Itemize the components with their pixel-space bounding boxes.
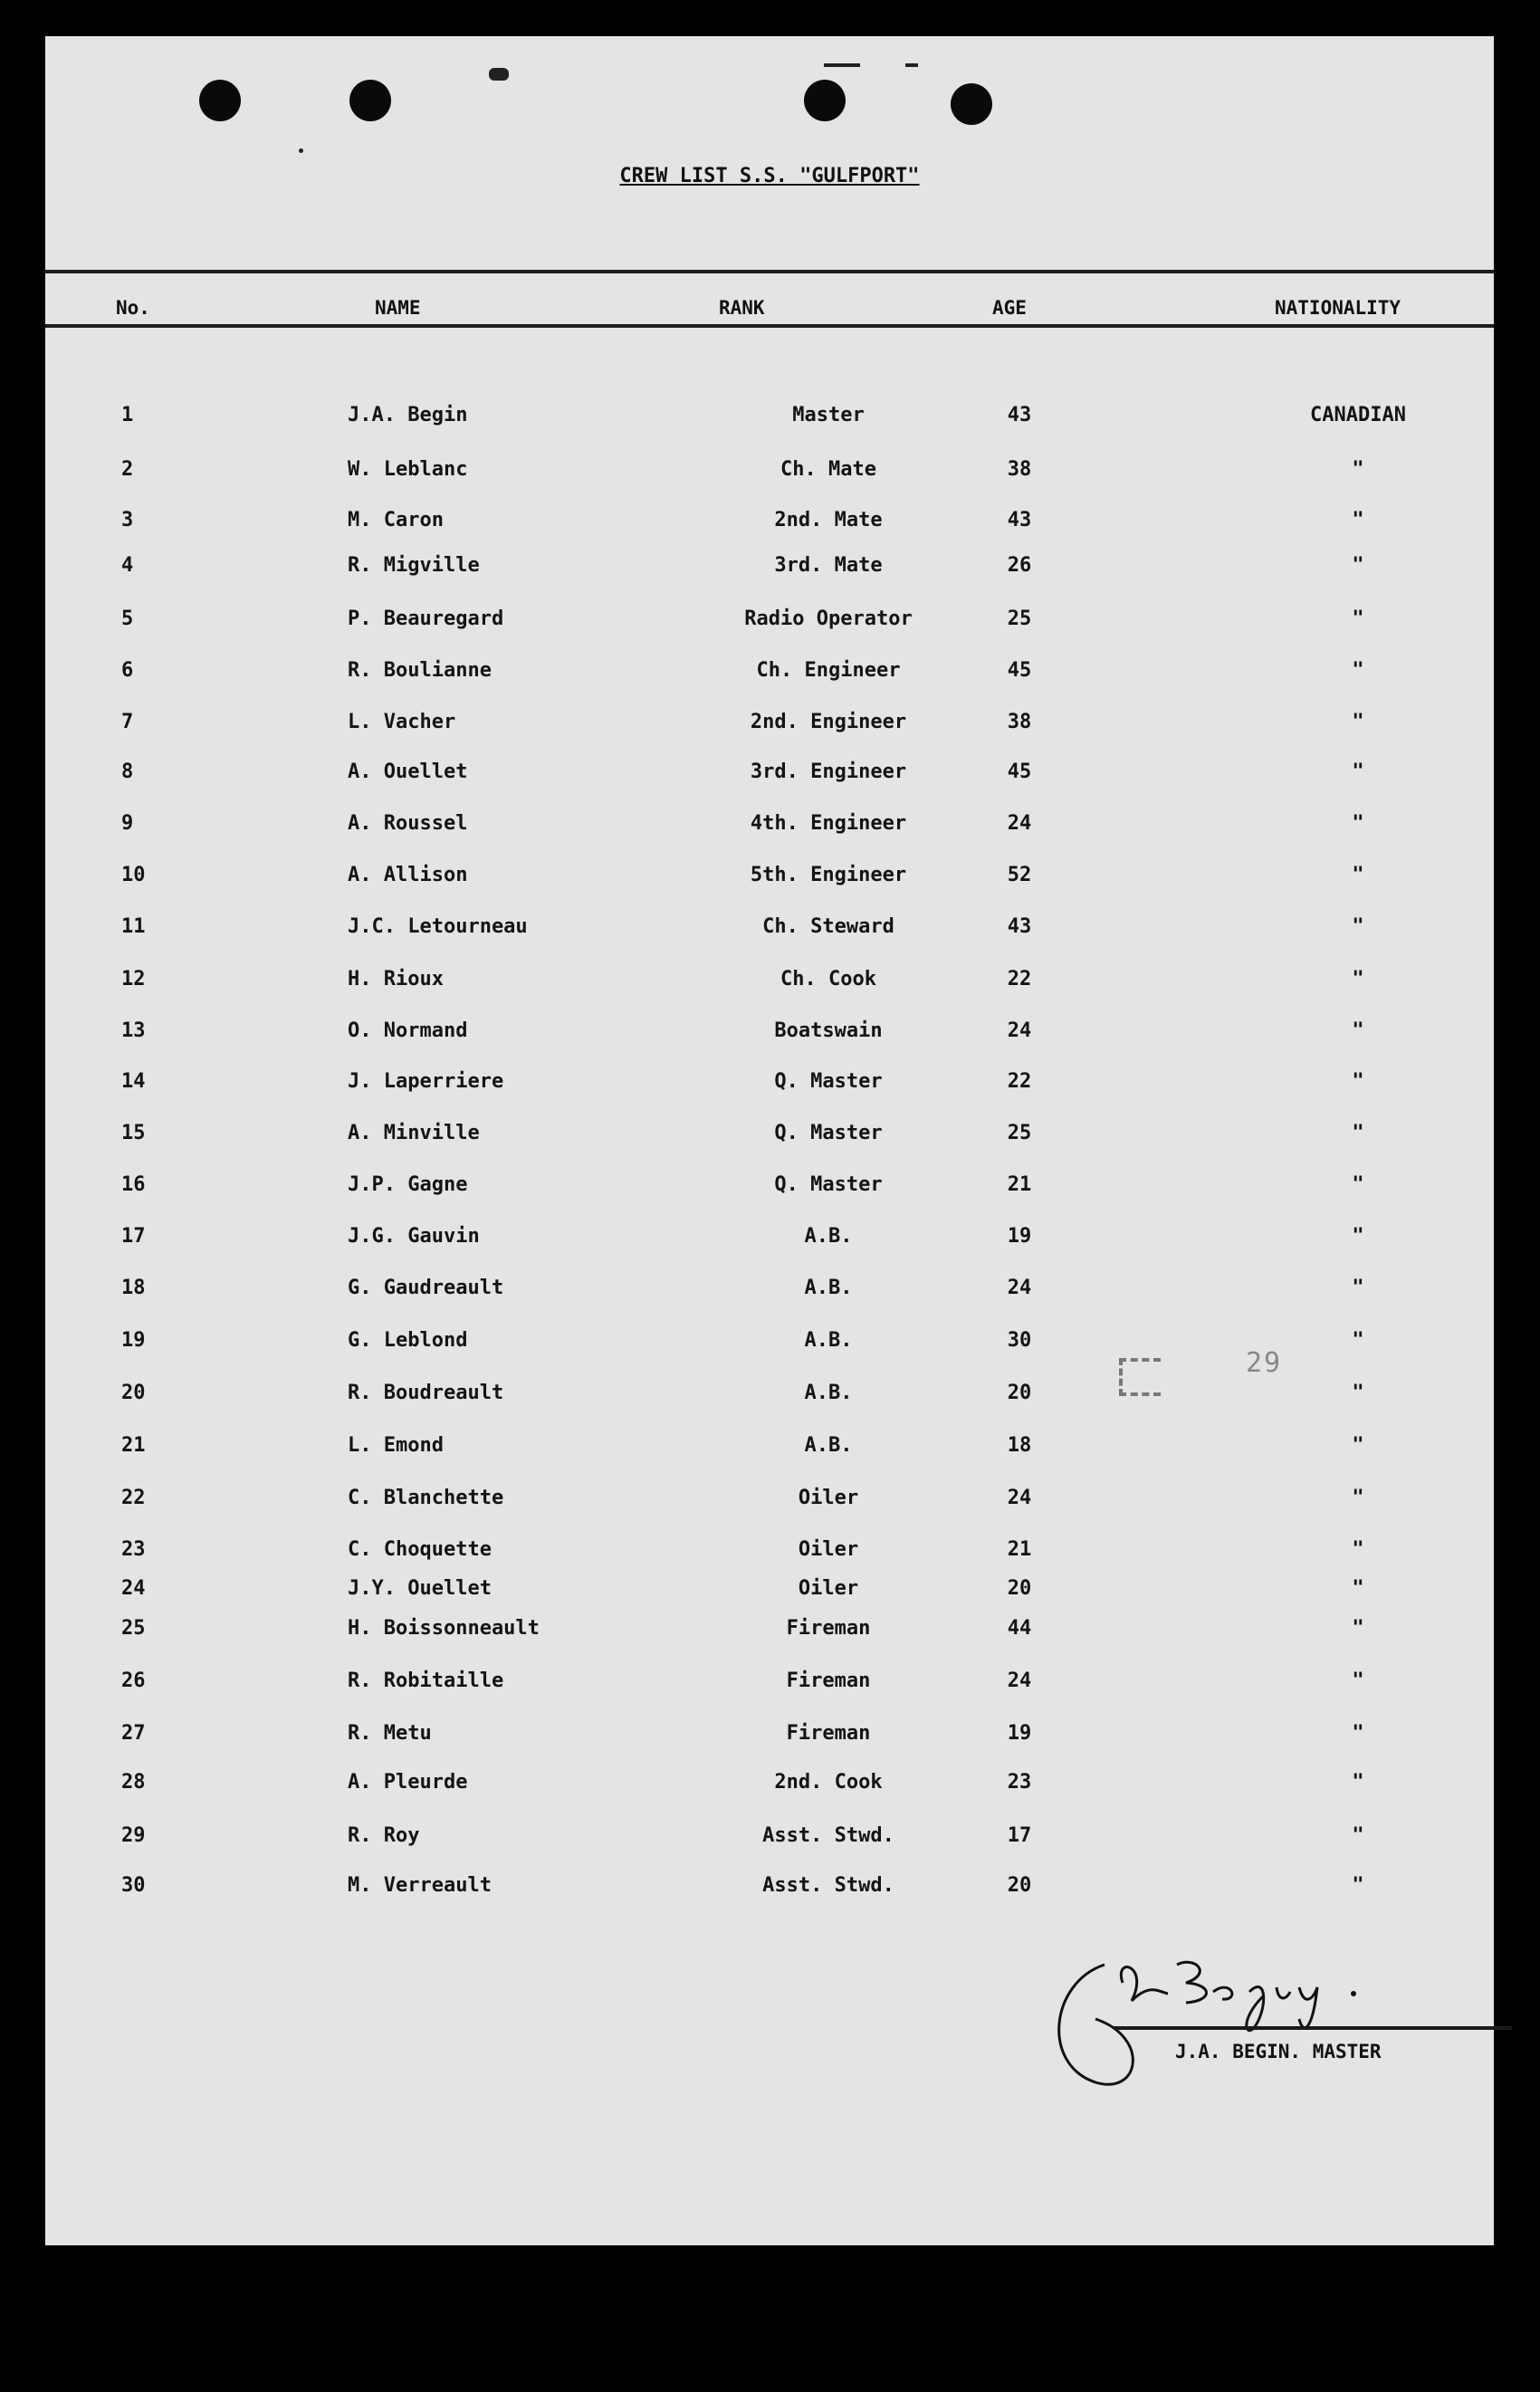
- header-age: AGE: [992, 297, 1027, 319]
- punch-hole: [804, 80, 846, 121]
- crew-nationality: ": [1352, 1122, 1364, 1144]
- paper-speck: [299, 148, 303, 153]
- crew-name: O. Normand: [348, 1019, 468, 1042]
- crew-rank: Oiler: [798, 1577, 859, 1600]
- crew-name: A. Minville: [348, 1122, 480, 1144]
- row-number: 19: [121, 1329, 146, 1352]
- row-number: 6: [121, 659, 134, 682]
- crew-name: R. Metu: [348, 1722, 432, 1745]
- crew-rank: Asst. Stwd.: [762, 1874, 894, 1897]
- crew-name: J.P. Gagne: [348, 1173, 468, 1196]
- crew-age: 52: [1007, 864, 1032, 886]
- crew-rank: A.B.: [804, 1329, 853, 1352]
- table-row: [45, 1570, 1494, 1606]
- row-number: 27: [121, 1722, 146, 1745]
- crew-rank: Boatswain: [774, 1019, 883, 1042]
- crew-rank: 4th. Engineer: [750, 812, 907, 835]
- crew-age: 26: [1007, 554, 1032, 577]
- crew-rank: 3rd. Mate: [774, 554, 883, 577]
- table-row: [45, 1610, 1494, 1646]
- row-number: 1: [121, 404, 134, 426]
- crew-nationality: ": [1352, 1670, 1364, 1692]
- crew-rank: Fireman: [786, 1670, 871, 1692]
- crew-rank: A.B.: [804, 1225, 853, 1248]
- crew-nationality: ": [1352, 968, 1364, 990]
- table-row: [45, 397, 1494, 433]
- crew-name: A. Pleurde: [348, 1771, 468, 1794]
- crew-nationality: ": [1352, 1329, 1364, 1352]
- crew-age: 20: [1007, 1874, 1032, 1897]
- crew-age: 19: [1007, 1722, 1032, 1745]
- crew-name: H. Boissonneault: [348, 1617, 540, 1640]
- crew-nationality: ": [1352, 1070, 1364, 1093]
- crew-nationality: ": [1352, 1225, 1364, 1248]
- crew-rank: Ch. Engineer: [756, 659, 901, 682]
- crew-rank: Q. Master: [774, 1173, 883, 1196]
- crew-rank: Oiler: [798, 1538, 859, 1561]
- document-page: [45, 36, 1494, 2245]
- crew-age: 25: [1007, 608, 1032, 630]
- row-number: 14: [121, 1070, 146, 1093]
- crew-age: 22: [1007, 1070, 1032, 1093]
- crew-nationality: ": [1352, 1487, 1364, 1509]
- table-row: [45, 502, 1494, 538]
- row-number: 28: [121, 1771, 146, 1794]
- crew-age: 23: [1007, 1771, 1032, 1794]
- crew-nationality: ": [1352, 1434, 1364, 1457]
- crew-name: C. Blanchette: [348, 1487, 504, 1509]
- crew-name: R. Boudreault: [348, 1382, 504, 1404]
- crew-age: 45: [1007, 761, 1032, 783]
- crew-rank: 2nd. Engineer: [750, 711, 907, 733]
- row-number: 17: [121, 1225, 146, 1248]
- crew-age: 30: [1007, 1329, 1032, 1352]
- row-number: 9: [121, 812, 134, 835]
- crew-rank: Ch. Steward: [762, 915, 894, 938]
- table-row: [45, 1269, 1494, 1306]
- punch-hole: [199, 80, 241, 121]
- crew-age: 43: [1007, 509, 1032, 531]
- crew-name: P. Beauregard: [348, 608, 504, 630]
- stamp-number: 29: [1246, 1347, 1283, 1379]
- row-number: 3: [121, 509, 134, 531]
- table-row: [45, 961, 1494, 997]
- crew-rank: Master: [792, 404, 865, 426]
- crew-name: A. Ouellet: [348, 761, 468, 783]
- header-rank: RANK: [719, 297, 765, 319]
- crew-name: J.A. Begin: [348, 404, 468, 426]
- crew-nationality: ": [1352, 1019, 1364, 1042]
- crew-age: 20: [1007, 1382, 1032, 1404]
- crew-name: L. Vacher: [348, 711, 456, 733]
- crew-rank: 2nd. Cook: [774, 1771, 883, 1794]
- signature-label: J.A. BEGIN. MASTER: [1175, 2041, 1382, 2062]
- table-row: [45, 600, 1494, 636]
- crew-age: 43: [1007, 404, 1032, 426]
- paper-speck: [905, 63, 918, 67]
- crew-rank: A.B.: [804, 1277, 853, 1299]
- crew-age: 17: [1007, 1824, 1032, 1847]
- crew-nationality: ": [1352, 1277, 1364, 1299]
- signature-line: [1114, 2026, 1512, 2030]
- row-number: 7: [121, 711, 134, 733]
- table-row: [45, 652, 1494, 688]
- row-number: 11: [121, 915, 146, 938]
- row-number: 18: [121, 1277, 146, 1299]
- table-row: [45, 1764, 1494, 1800]
- table-row: [45, 1218, 1494, 1254]
- punch-hole: [951, 83, 992, 125]
- row-number: 8: [121, 761, 134, 783]
- row-number: 29: [121, 1824, 146, 1847]
- table-row: [45, 547, 1494, 583]
- header-bottom-rule: [45, 324, 1494, 328]
- crew-rank: Fireman: [786, 1722, 871, 1745]
- header-top-rule: [45, 270, 1494, 273]
- row-number: 2: [121, 458, 134, 481]
- row-number: 30: [121, 1874, 146, 1897]
- crew-nationality: ": [1352, 1538, 1364, 1561]
- crew-name: W. Leblanc: [348, 458, 468, 481]
- row-number: 23: [121, 1538, 146, 1561]
- crew-age: 19: [1007, 1225, 1032, 1248]
- crew-name: L. Emond: [348, 1434, 444, 1457]
- header-name: NAME: [375, 297, 421, 319]
- crew-age: 18: [1007, 1434, 1032, 1457]
- table-row: [45, 805, 1494, 841]
- crew-rank: 3rd. Engineer: [750, 761, 907, 783]
- table-row: [45, 1166, 1494, 1202]
- table-row: [45, 1479, 1494, 1516]
- crew-nationality: ": [1352, 1824, 1364, 1847]
- row-number: 21: [121, 1434, 146, 1457]
- crew-rank: 2nd. Mate: [774, 509, 883, 531]
- row-number: 20: [121, 1382, 146, 1404]
- table-row: [45, 856, 1494, 893]
- crew-age: 22: [1007, 968, 1032, 990]
- crew-nationality: ": [1352, 554, 1364, 577]
- row-number: 15: [121, 1122, 146, 1144]
- row-number: 12: [121, 968, 146, 990]
- handwritten-signature: [1041, 1928, 1476, 2100]
- crew-rank: Ch. Mate: [780, 458, 876, 481]
- crew-nationality: ": [1352, 1617, 1364, 1640]
- header-nationality: NATIONALITY: [1275, 297, 1401, 319]
- crew-age: 43: [1007, 915, 1032, 938]
- crew-nationality: ": [1352, 1173, 1364, 1196]
- table-row: [45, 1427, 1494, 1463]
- crew-rank: Radio Operator: [744, 608, 913, 630]
- crew-nationality: ": [1352, 1382, 1364, 1404]
- crew-nationality: ": [1352, 864, 1364, 886]
- crew-name: G. Gaudreault: [348, 1277, 504, 1299]
- crew-age: 21: [1007, 1173, 1032, 1196]
- crew-rank: A.B.: [804, 1434, 853, 1457]
- crew-nationality: ": [1352, 608, 1364, 630]
- crew-nationality: ": [1352, 1874, 1364, 1897]
- crew-name: J.Y. Ouellet: [348, 1577, 492, 1600]
- crew-rank: Asst. Stwd.: [762, 1824, 894, 1847]
- row-number: 13: [121, 1019, 146, 1042]
- row-number: 16: [121, 1173, 146, 1196]
- crew-age: 25: [1007, 1122, 1032, 1144]
- table-row: [45, 451, 1494, 487]
- crew-rank: Oiler: [798, 1487, 859, 1509]
- row-number: 25: [121, 1617, 146, 1640]
- crew-name: R. Robitaille: [348, 1670, 504, 1692]
- header-no: No.: [116, 297, 150, 319]
- crew-nationality: ": [1352, 1771, 1364, 1794]
- table-row: [45, 1115, 1494, 1151]
- document-title: CREW LIST S.S. "GULFPORT": [619, 165, 920, 187]
- crew-nationality: ": [1352, 458, 1364, 481]
- table-row: [45, 753, 1494, 789]
- crew-age: 24: [1007, 1487, 1032, 1509]
- crew-age: 38: [1007, 458, 1032, 481]
- crew-rank: Ch. Cook: [780, 968, 876, 990]
- stamp-mark: [1119, 1358, 1161, 1396]
- row-number: 22: [121, 1487, 146, 1509]
- crew-name: A. Roussel: [348, 812, 468, 835]
- crew-nationality: ": [1352, 711, 1364, 733]
- crew-nationality: CANADIAN: [1310, 404, 1406, 426]
- crew-age: 38: [1007, 711, 1032, 733]
- crew-name: J. Laperriere: [348, 1070, 504, 1093]
- crew-age: 45: [1007, 659, 1032, 682]
- crew-age: 24: [1007, 1277, 1032, 1299]
- crew-nationality: ": [1352, 659, 1364, 682]
- row-number: 4: [121, 554, 134, 577]
- crew-age: 44: [1007, 1617, 1032, 1640]
- table-row: [45, 1715, 1494, 1751]
- row-number: 24: [121, 1577, 146, 1600]
- table-row: [45, 908, 1494, 944]
- crew-rank: Q. Master: [774, 1070, 883, 1093]
- crew-age: 24: [1007, 1019, 1032, 1042]
- row-number: 5: [121, 608, 134, 630]
- table-row: [45, 1867, 1494, 1903]
- crew-name: J.C. Letourneau: [348, 915, 528, 938]
- crew-rank: Fireman: [786, 1617, 871, 1640]
- row-number: 10: [121, 864, 146, 886]
- table-row: [45, 1817, 1494, 1853]
- crew-age: 21: [1007, 1538, 1032, 1561]
- crew-rank: 5th. Engineer: [750, 864, 907, 886]
- punch-hole: [349, 80, 391, 121]
- crew-age: 20: [1007, 1577, 1032, 1600]
- table-row: [45, 1063, 1494, 1099]
- table-row: [45, 1012, 1494, 1048]
- crew-name: M. Caron: [348, 509, 444, 531]
- crew-nationality: ": [1352, 812, 1364, 835]
- table-row: [45, 1662, 1494, 1698]
- crew-name: R. Roy: [348, 1824, 420, 1847]
- row-number: 26: [121, 1670, 146, 1692]
- crew-nationality: ": [1352, 761, 1364, 783]
- crew-rank: A.B.: [804, 1382, 853, 1404]
- table-row: [45, 1374, 1494, 1411]
- signature-block: [1041, 1928, 1476, 2100]
- crew-name: J.G. Gauvin: [348, 1225, 480, 1248]
- crew-name: R. Boulianne: [348, 659, 492, 682]
- paper-speck: [824, 63, 860, 67]
- crew-name: H. Rioux: [348, 968, 444, 990]
- table-row: [45, 703, 1494, 740]
- crew-nationality: ": [1352, 509, 1364, 531]
- crew-name: A. Allison: [348, 864, 468, 886]
- table-row: [45, 1531, 1494, 1567]
- crew-age: 24: [1007, 1670, 1032, 1692]
- paper-speck: [489, 68, 509, 81]
- crew-name: R. Migville: [348, 554, 480, 577]
- crew-nationality: ": [1352, 1577, 1364, 1600]
- crew-age: 24: [1007, 812, 1032, 835]
- crew-nationality: ": [1352, 915, 1364, 938]
- crew-name: M. Verreault: [348, 1874, 492, 1897]
- crew-name: C. Choquette: [348, 1538, 492, 1561]
- crew-rank: Q. Master: [774, 1122, 883, 1144]
- crew-name: G. Leblond: [348, 1329, 468, 1352]
- crew-nationality: ": [1352, 1722, 1364, 1745]
